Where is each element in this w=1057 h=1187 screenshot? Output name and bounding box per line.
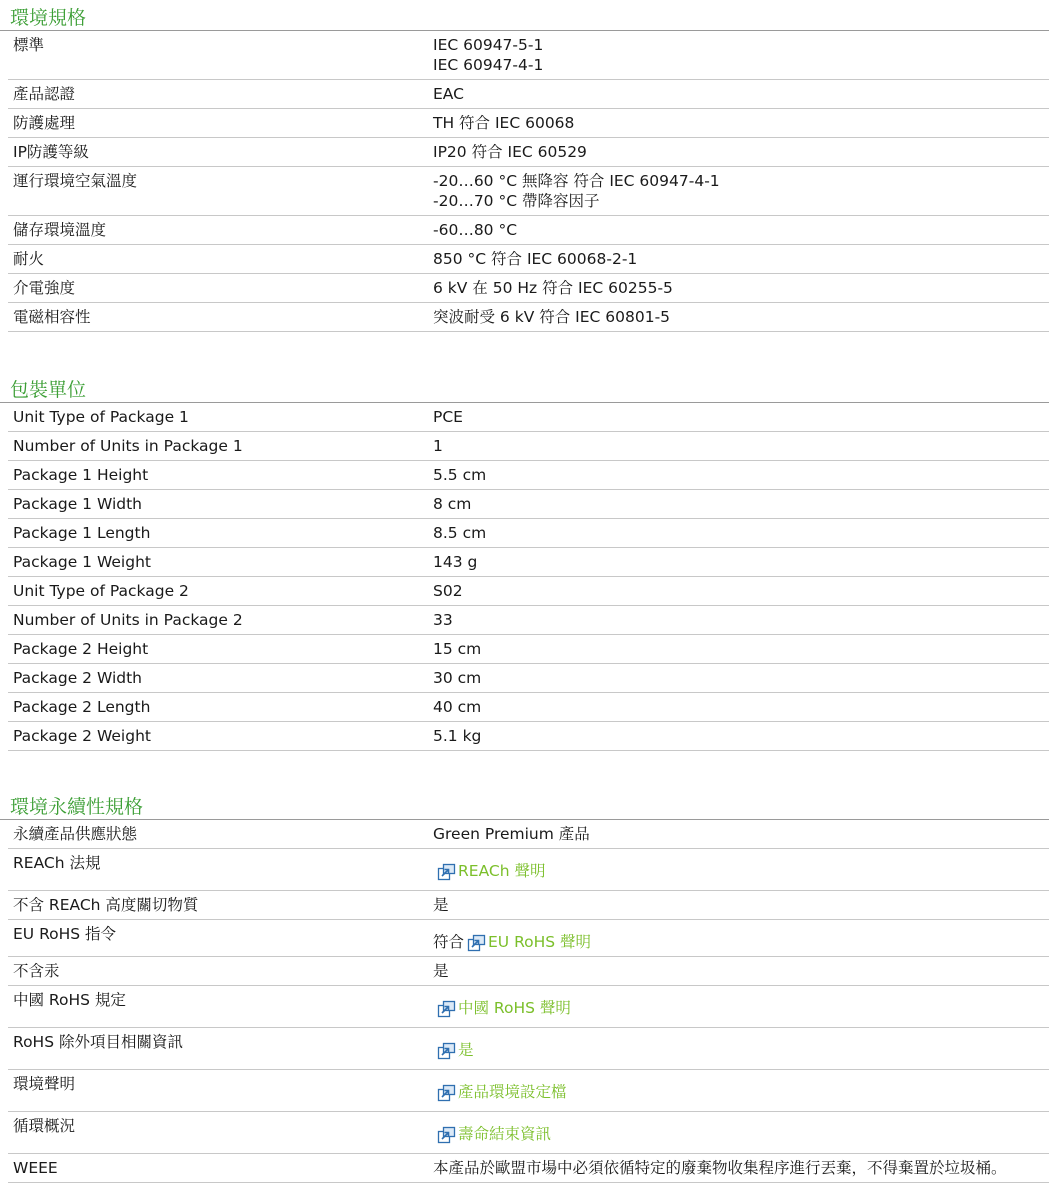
external-link-icon[interactable]	[467, 934, 487, 952]
spec-label: 耐火	[13, 250, 45, 268]
spec-value-line: TH 符合 IEC 60068	[433, 114, 575, 132]
sustain-value	[433, 986, 1049, 1027]
table-row	[8, 849, 1049, 891]
document-link[interactable]: 壽命結束資訊	[458, 1125, 552, 1143]
package-value: 5.1 kg	[433, 727, 482, 745]
table-row	[8, 693, 1049, 722]
spec-label: 電磁相容性	[13, 308, 91, 326]
packaging-section	[0, 372, 1057, 751]
section-title-packaging: 包裝單位	[0, 372, 1049, 403]
table-row	[8, 1028, 1049, 1070]
package-value: 143 g	[433, 553, 478, 571]
spec-value-line: IP20 符合 IEC 60529	[433, 143, 587, 161]
sustain-value: 本產品於歐盟市場中必須依循特定的廢棄物收集程序進行丟棄，不得棄置於垃圾桶。	[433, 1159, 1007, 1177]
sustain-label: 不含汞	[13, 962, 60, 980]
sustain-label: 中國 RoHS 規定	[13, 991, 126, 1009]
link-wrap	[437, 861, 545, 881]
spec-value-line: EAC	[433, 85, 464, 103]
sustain-value	[433, 849, 1049, 890]
sustain-label: 環境聲明	[13, 1075, 76, 1093]
spec-value-line: 6 kV 在 50 Hz 符合 IEC 60255-5	[433, 279, 673, 297]
spec-label: 標準	[13, 36, 45, 54]
section-title-env-spec: 環境規格	[0, 0, 1049, 31]
link-wrap	[437, 998, 571, 1018]
spec-value	[433, 80, 1049, 108]
sustain-value	[433, 920, 1049, 956]
table-row	[8, 519, 1049, 548]
spec-value	[433, 216, 1049, 244]
external-link-icon[interactable]	[437, 1126, 457, 1144]
table-row	[8, 138, 1049, 167]
package-label: Package 2 Length	[13, 698, 151, 716]
table-row	[8, 920, 1049, 957]
link-wrap	[437, 1124, 551, 1144]
table-row	[8, 216, 1049, 245]
link-prefix: 符合	[433, 933, 465, 951]
spec-value	[433, 303, 1049, 331]
spec-value	[433, 167, 1049, 215]
section-gap	[0, 332, 1057, 372]
table-row	[8, 1070, 1049, 1112]
sustain-value	[433, 1112, 1049, 1153]
table-row	[8, 245, 1049, 274]
package-value: 1	[433, 437, 443, 455]
table-row	[8, 1112, 1049, 1154]
package-label: Package 1 Width	[13, 495, 142, 513]
table-row	[8, 722, 1049, 751]
link-wrap	[437, 1040, 474, 1060]
package-label: Unit Type of Package 2	[13, 582, 189, 600]
table-row	[8, 31, 1049, 80]
sustain-value: 是	[433, 896, 449, 914]
table-row	[8, 274, 1049, 303]
package-value: PCE	[433, 408, 463, 426]
table-row	[8, 820, 1049, 849]
table-row	[8, 664, 1049, 693]
table-row	[8, 1154, 1049, 1183]
external-link-icon[interactable]	[437, 1042, 457, 1060]
document-link[interactable]: 是	[458, 1041, 474, 1059]
package-value: S02	[433, 582, 463, 600]
table-row	[8, 109, 1049, 138]
external-link-icon[interactable]	[437, 863, 457, 881]
sustain-value	[433, 1070, 1049, 1111]
env-spec-section	[0, 0, 1057, 332]
package-label: Package 1 Length	[13, 524, 151, 542]
spec-label: IP防護等級	[13, 143, 89, 161]
spec-label: 儲存環境溫度	[13, 221, 107, 239]
package-value: 8.5 cm	[433, 524, 487, 542]
package-label: Number of Units in Package 2	[13, 611, 243, 629]
external-link-icon[interactable]	[437, 1084, 457, 1102]
spec-value-line: -20…60 °C 無降容 符合 IEC 60947-4-1	[433, 172, 720, 190]
section-title-sustain: 環境永續性規格	[0, 789, 1049, 820]
sustain-label: EU RoHS 指令	[13, 925, 117, 943]
package-label: Package 1 Height	[13, 466, 149, 484]
table-row	[8, 606, 1049, 635]
package-label: Unit Type of Package 1	[13, 408, 189, 426]
package-value: 15 cm	[433, 640, 482, 658]
spec-value-line: -20…70 °C 帶降容因子	[433, 192, 600, 210]
external-link-icon[interactable]	[437, 1000, 457, 1018]
spec-value-line: -60…80 °C	[433, 221, 518, 239]
table-row	[8, 432, 1049, 461]
package-value: 30 cm	[433, 669, 482, 687]
spec-value-line: 850 °C 符合 IEC 60068-2-1	[433, 250, 638, 268]
package-label: Package 2 Weight	[13, 727, 151, 745]
sustain-label: WEEE	[13, 1159, 58, 1177]
sustain-value: 是	[433, 962, 449, 980]
spec-value-line: IEC 60947-4-1	[433, 56, 544, 74]
spec-value	[433, 138, 1049, 166]
package-label: Package 1 Weight	[13, 553, 151, 571]
link-wrap	[437, 1082, 567, 1102]
section-gap	[0, 751, 1057, 789]
package-label: Number of Units in Package 1	[13, 437, 243, 455]
table-row	[8, 403, 1049, 432]
sustain-value: Green Premium 產品	[433, 825, 590, 843]
spec-value-line: 突波耐受 6 kV 符合 IEC 60801-5	[433, 308, 671, 326]
sustain-label: REACh 法規	[13, 854, 101, 872]
spec-value	[433, 245, 1049, 273]
package-value: 8 cm	[433, 495, 472, 513]
table-row	[8, 577, 1049, 606]
sustain-label: 永續產品供應狀態	[13, 825, 138, 843]
package-value: 5.5 cm	[433, 466, 487, 484]
link-wrap	[433, 932, 591, 952]
table-row	[8, 461, 1049, 490]
sustain-section	[0, 789, 1057, 1183]
document-link[interactable]: 中國 RoHS 聲明	[458, 999, 571, 1017]
sustain-label: RoHS 除外項目相關資訊	[13, 1033, 183, 1051]
spec-value	[433, 274, 1049, 302]
table-row	[8, 986, 1049, 1028]
package-value: 40 cm	[433, 698, 482, 716]
document-link[interactable]: EU RoHS 聲明	[488, 933, 592, 951]
spec-label: 運行環境空氣溫度	[13, 172, 138, 190]
spec-value-line: IEC 60947-5-1	[433, 36, 544, 54]
document-link[interactable]: REACh 聲明	[458, 862, 546, 880]
table-row	[8, 80, 1049, 109]
document-link[interactable]: 產品環境設定檔	[458, 1083, 567, 1101]
table-row	[8, 891, 1049, 920]
package-label: Package 2 Width	[13, 669, 142, 687]
spec-value	[433, 31, 1049, 79]
sustain-value	[433, 1028, 1049, 1069]
table-row	[8, 167, 1049, 216]
spec-label: 防護處理	[13, 114, 76, 132]
sustain-label: 循環概況	[13, 1117, 76, 1135]
spec-label: 產品認證	[13, 85, 76, 103]
table-row	[8, 303, 1049, 332]
table-row	[8, 957, 1049, 986]
table-row	[8, 490, 1049, 519]
package-value: 33	[433, 611, 453, 629]
spec-label: 介電強度	[13, 279, 76, 297]
package-label: Package 2 Height	[13, 640, 149, 658]
table-row	[8, 548, 1049, 577]
spec-value	[433, 109, 1049, 137]
sustain-label: 不含 REACh 高度關切物質	[13, 896, 199, 914]
table-row	[8, 635, 1049, 664]
